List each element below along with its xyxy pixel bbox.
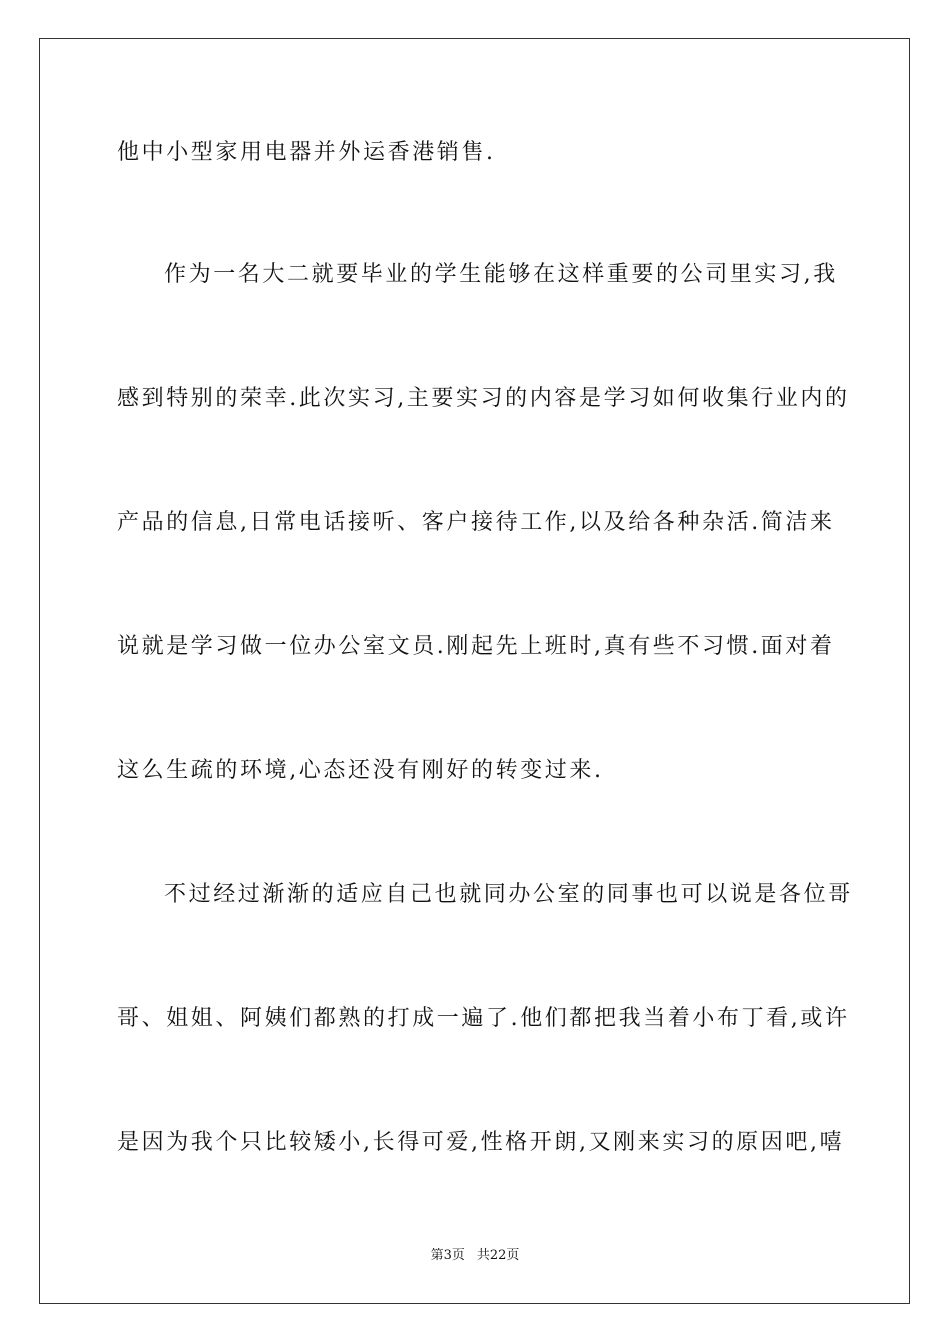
text-line: 是因为我个只比较矮小,长得可爱,性格开朗,又刚来实习的原因吧,嘻 (117, 1130, 845, 1155)
page-border (39, 38, 910, 1304)
text-line: 产品的信息,日常电话接听、客户接待工作,以及给各种杂活.简洁来 (117, 510, 835, 535)
page-number: 第3页 (430, 1248, 465, 1263)
paragraph-start-line: 不过经过渐渐的适应自己也就同办公室的同事也可以说是各位哥 (164, 882, 853, 907)
page-footer (0, 1246, 950, 1266)
text-line: 说就是学习做一位办公室文员.刚起先上班时,真有些不习惯.面对着 (117, 634, 835, 659)
paragraph-start-line: 作为一名大二就要毕业的学生能够在这样重要的公司里实习,我 (164, 262, 838, 287)
text-line: 这么生疏的环境,心态还没有刚好的转变过来. (117, 758, 604, 783)
text-line: 他中小型家用电器并外运香港销售. (117, 140, 496, 165)
text-line: 哥、姐姐、阿姨们都熟的打成一遍了.他们都把我当着小布丁看,或许 (117, 1006, 850, 1031)
page-total: 共22页 (476, 1248, 520, 1263)
text-line: 感到特别的荣幸.此次实习,主要实习的内容是学习如何收集行业内的 (117, 386, 850, 411)
